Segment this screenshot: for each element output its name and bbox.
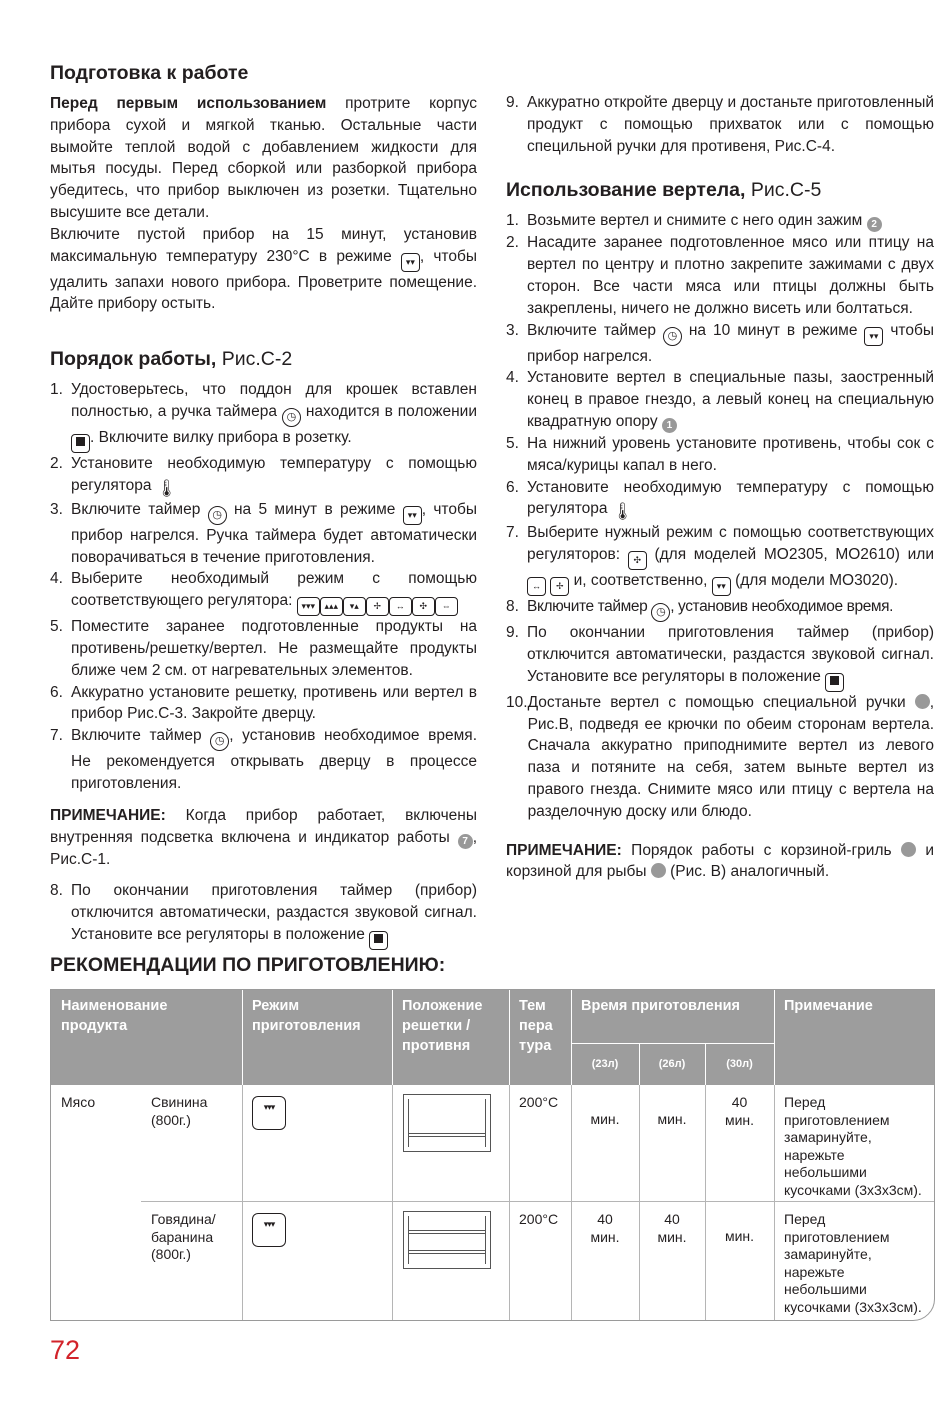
order-step-4: 4. Выберите необходимый режим с помощью соответствующего регулятора: ▾▾▾ ▴▴▴ ▾▴ ✢ ↔ ✣ ⇔	[50, 568, 477, 616]
top-bottom-heat-icon: ▾▴	[343, 597, 366, 616]
spit-title: Использование вертела, Рис.С-5	[506, 179, 822, 202]
order-step-1: 1. Удостоверьтесь, что поддон для крошек вставлен полностью, а ручка таймера ◷ находится в положении . Включите вилку прибора в розетку.	[50, 379, 477, 453]
convection-icon: ✣	[628, 551, 647, 570]
header-30l: (30л)	[705, 1043, 774, 1085]
left-column	[50, 60, 477, 950]
top-heat-icon: ▾▾▾	[252, 1213, 286, 1247]
top-heat-icon: ▾▾▾	[252, 1096, 286, 1130]
row2-note: Перед приготовлением замаринуйте, нарежьте небольшими кусочками (3х3х3см).	[784, 1211, 922, 1315]
header-23l: (23л)	[571, 1043, 639, 1085]
prep-title: Подготовка к работе	[50, 62, 249, 84]
recommendations-table	[50, 989, 935, 1321]
header-product: Наименование продукта	[51, 990, 242, 1085]
rack-position-icon	[403, 1094, 491, 1152]
order-steps	[50, 379, 477, 795]
top-bottom-heat-icon: ▾▾	[401, 253, 420, 272]
order-step-9: 9. Аккуратно откройте дверцу и достаньте приготовленный продукт с помощью прихваток или с помощью специльной ручки для противеня, Рис.С-4.	[506, 94, 934, 155]
convection-icon: ✢	[366, 597, 389, 616]
order-step-6: 6. Аккуратно установите решетку, противень или вертел в прибор Рис.С-3. Закройте дверцу.	[50, 683, 477, 723]
order-steps-cont	[50, 880, 477, 950]
row1-temp: 200°С	[519, 1094, 559, 1110]
row2-t30: мин.	[724, 1228, 755, 1244]
spit-step-8: 8. Включите таймер ◷ , установив необходимое время.	[506, 596, 934, 622]
timer-icon: ◷	[663, 327, 682, 346]
spit-step-10: 10. Достаньте вертел с помощью специальной ручки , Рис.В, подведя ее крючки по обеим сторонам вертела. Сначала аккуратно приподнимите вертел из левого паза и потяните на себя, затем выньте вертел из правого гнезда. Снимите мясо или птицу с вертела на разделочную доску или блюдо.	[506, 693, 934, 820]
row2-t26: 40 мин.	[657, 1211, 687, 1245]
prep-para-2: Включите пустой прибор на 15 минут, установив максимальную температуру 230°С в режиме ▾▾ , чтобы удалить запахи нового прибора. Проветрите помещение. Дайте прибору остыть.	[50, 225, 477, 313]
row2-product: Говядина/ баранина (800г.)	[151, 1211, 216, 1262]
order-step-2: 2. Установите необходимую температуру с помощью регулятора 🌡	[50, 454, 477, 498]
prep-para-1: Перед первым использованием протрите корпус прибора сухой и мягкой тканью. Остальные части вымойте теплой водой с добавлением жидкости для мытья посуды. Перед сборкой или разборкой прибора убедитесь, что прибор выключен из розетки. Тщательно высушите все детали.	[50, 95, 477, 221]
order-step-8: 8. По окончании приготовления таймер (прибор) отключится автоматически, раздастся звуковой сигнал. Установите все регуляторы в положение	[50, 880, 477, 950]
timer-icon: ◷	[210, 732, 229, 751]
category-meat: Мясо	[61, 1094, 96, 1110]
recommendations-title: РЕКОМЕНДАЦИИ ПО ПРИГОТОВЛЕНИЮ:	[50, 954, 446, 976]
convection-icon: ✣	[412, 597, 435, 616]
timer-icon: ◷	[651, 603, 670, 622]
grill-basket-badge	[901, 842, 916, 857]
spit-step-9: 9. По окончании приготовления таймер (прибор) отключится автоматически, раздастся звуковой сигнал. Установите все регуляторы в положение	[506, 622, 934, 692]
order-steps-right	[506, 92, 934, 157]
header-note: Примечание	[774, 990, 935, 1085]
spit-step-7: 7. Выберите нужный режим с помощью соответствующих регуляторов: ✣ (для моделей MO2305, MO2610) или ↔ ✢ и, соответственно, ▾▾ (для модели MO3020).	[506, 522, 934, 596]
order-step-3: 3. Включите таймер ◷ на 5 минут в режиме ▾▾ , чтобы прибор нагрелся. Ручка таймера будет автоматически поворачиваться в течение приготовления.	[50, 500, 477, 566]
spit-step-2: 2. Насадите заранее подготовленное мясо или птицу на вертел по центру и плотно закрепите зажимами с двух сторон. Все части мяса или птицы должны быть закреплены, ничего не должно висеть или болтаться.	[506, 234, 934, 317]
top-bottom-heat-icon: ▾▾	[864, 327, 883, 346]
header-26l: (26л)	[639, 1043, 705, 1085]
off-position-icon	[369, 931, 388, 950]
thermometer-icon: 🌡	[611, 502, 634, 522]
rack-position-icon	[403, 1211, 491, 1269]
off-position-icon	[71, 434, 90, 453]
rotisserie-icon: ↔	[527, 577, 546, 596]
row2-t23: 40 мин.	[590, 1211, 620, 1245]
header-temp: Тем пера тура	[509, 990, 571, 1085]
indicator-badge: 7	[458, 834, 473, 849]
off-position-icon	[825, 673, 844, 692]
spit-step-3: 3. Включите таймер ◷ на 10 минут в режиме ▾▾ чтобы прибор нагрелся.	[506, 321, 934, 365]
right-column	[506, 92, 934, 883]
row1-t23: мин.	[590, 1111, 620, 1127]
row1-product: Свинина (800г.)	[151, 1094, 208, 1128]
header-mode: Режим приготовления	[242, 990, 392, 1085]
order-title: Порядок работы, Рис.С-2	[50, 348, 293, 371]
timer-icon: ◷	[282, 408, 301, 427]
timer-icon: ◷	[208, 506, 227, 525]
spit-step-1: 1. Возьмите вертел и снимите с него один зажим 2	[506, 210, 934, 232]
fish-basket-badge	[651, 863, 666, 878]
row1-t26: мин.	[657, 1111, 687, 1127]
convection-icon: ✢	[550, 577, 569, 596]
thermometer-icon: 🌡	[155, 478, 178, 498]
bottom-heat-icon: ▴▴▴	[320, 597, 343, 616]
order-step-5: 5. Поместите заранее подготовленные продукты на противень/решетку/вертел. Не размещайте продукты ближе чем 2 см. от нагревательных элементов.	[50, 618, 477, 679]
row1-t30: 40 мин.	[724, 1094, 755, 1128]
order-note: ПРИМЕЧАНИЕ: Когда прибор работает, включены внутренняя подсветка включена и индикатор работы 7 , Рис.С-1.	[50, 806, 477, 868]
header-position: Положение решетки / противня	[392, 990, 509, 1085]
top-heat-icon: ▾▾	[712, 577, 731, 596]
row2-temp: 200°С	[519, 1211, 559, 1227]
spit-step-4: 4. Установите вертел в специальные пазы, заостренный конец в правое гнездо, а левый конец на специальную квадратную опору 1	[506, 369, 934, 431]
page-number: 72	[50, 1335, 81, 1365]
spit-step-5: 5. На нижний уровень установите противень, чтобы сок с мяса/курицы капал в него.	[506, 434, 934, 474]
top-heat-icon: ▾▾▾	[297, 597, 320, 616]
spit-note: ПРИМЕЧАНИЕ: Порядок работы с корзиной-гриль и корзиной для рыбы (Рис. В) аналогичный.	[506, 841, 935, 881]
rotisserie-icon: ⇔	[435, 597, 458, 616]
row1-note: Перед приготовлением замаринуйте, нарежьте небольшими кусочками (3х3х3см).	[784, 1094, 922, 1198]
rotisserie-icon: ↔	[389, 597, 412, 616]
handle-badge	[915, 694, 930, 709]
header-time: Время приготовления	[571, 990, 774, 1043]
spit-steps	[506, 210, 934, 822]
order-step-7: 7. Включите таймер ◷ , установив необходимое время. Не рекомендуется открывать дверцу в процессе приготовления.	[50, 727, 477, 792]
spit-step-6: 6. Установите необходимую температуру с помощью регулятора 🌡	[506, 478, 934, 522]
top-bottom-heat-icon: ▾▾	[403, 506, 422, 525]
